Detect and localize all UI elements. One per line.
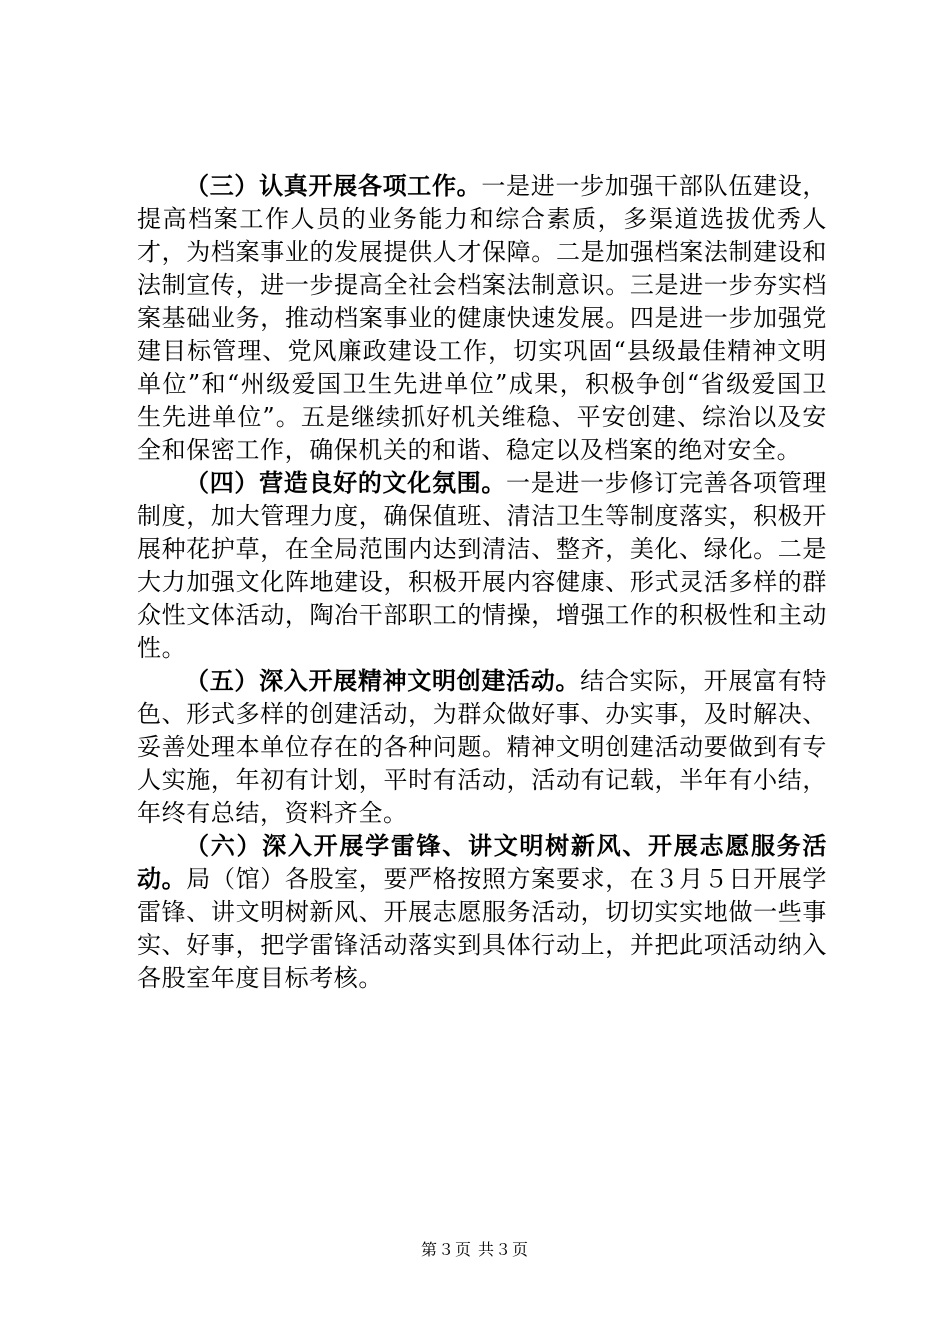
paragraph-heading: （五）深入开展精神文明创建活动。: [185, 667, 581, 695]
paragraph-heading: （三）认真开展各项工作。: [185, 172, 482, 200]
paragraph-heading: （四）营造良好的文化氛围。: [185, 469, 507, 497]
paragraph-text: 局（馆）各股室，要严格按照方案要求，在３月５日开展学雷锋、讲文明树新风、开展志愿服务活动，切切实实地做一些事实、好事，把学雷锋活动落实到具体行动上，并把此项活动纳入各股室年度目标考核。: [137, 865, 827, 992]
paragraph-6: [137, 830, 827, 995]
document-body: [137, 170, 827, 995]
paragraph-text: 结合实际，开展富有特色、形式多样的创建活动，为群众做好事、办实事，及时解决、妥善处理本单位存在的各种问题。精神文明创建活动要做到有专人实施，年初有计划，平时有活动，活动有记载，半年有小结，年终有总结，资料齐全。: [137, 667, 828, 827]
paragraph-text: 一是进一步加强干部队伍建设，提高档案工作人员的业务能力和综合素质，多渠道选拔优秀人才，为档案事业的发展提供人才保障。二是加强档案法制建设和法制宣传，进一步提高全社会档案法制意识。三是进一步夯实档案基础业务，推动档案事业的健康快速发展。四是进一步加强党建目标管理、党风廉政建设工作，切实巩固“县级最佳精神文明单位”和“州级爱国卫生先进单位”成果，积极争创“省级爱国卫生先进单位”。五是继续抓好机关维稳、平安创建、综治以及安全和保密工作，确保机关的和谐、稳定以及档案的绝对安全。: [137, 172, 828, 464]
paragraph-5: [137, 665, 827, 830]
paragraph-heading: （六）深入开展学雷锋、讲文明树新风、开展志愿服务活动。: [137, 832, 827, 893]
paragraph-text: 一是进一步修订完善各项管理制度，加大管理力度，确保值班、清洁卫生等制度落实，积极开展种花护草，在全局范围内达到清洁、整齐，美化、绿化。二是大力加强文化阵地建设，积极开展内容健康、形式灵活多样的群众性文体活动，陶冶干部职工的情操，增强工作的积极性和主动性。: [137, 469, 827, 662]
page-number: 第３页 共３页: [420, 1240, 530, 1259]
page-footer: [0, 1240, 950, 1260]
paragraph-4: [137, 467, 827, 665]
paragraph-3: [137, 170, 827, 467]
